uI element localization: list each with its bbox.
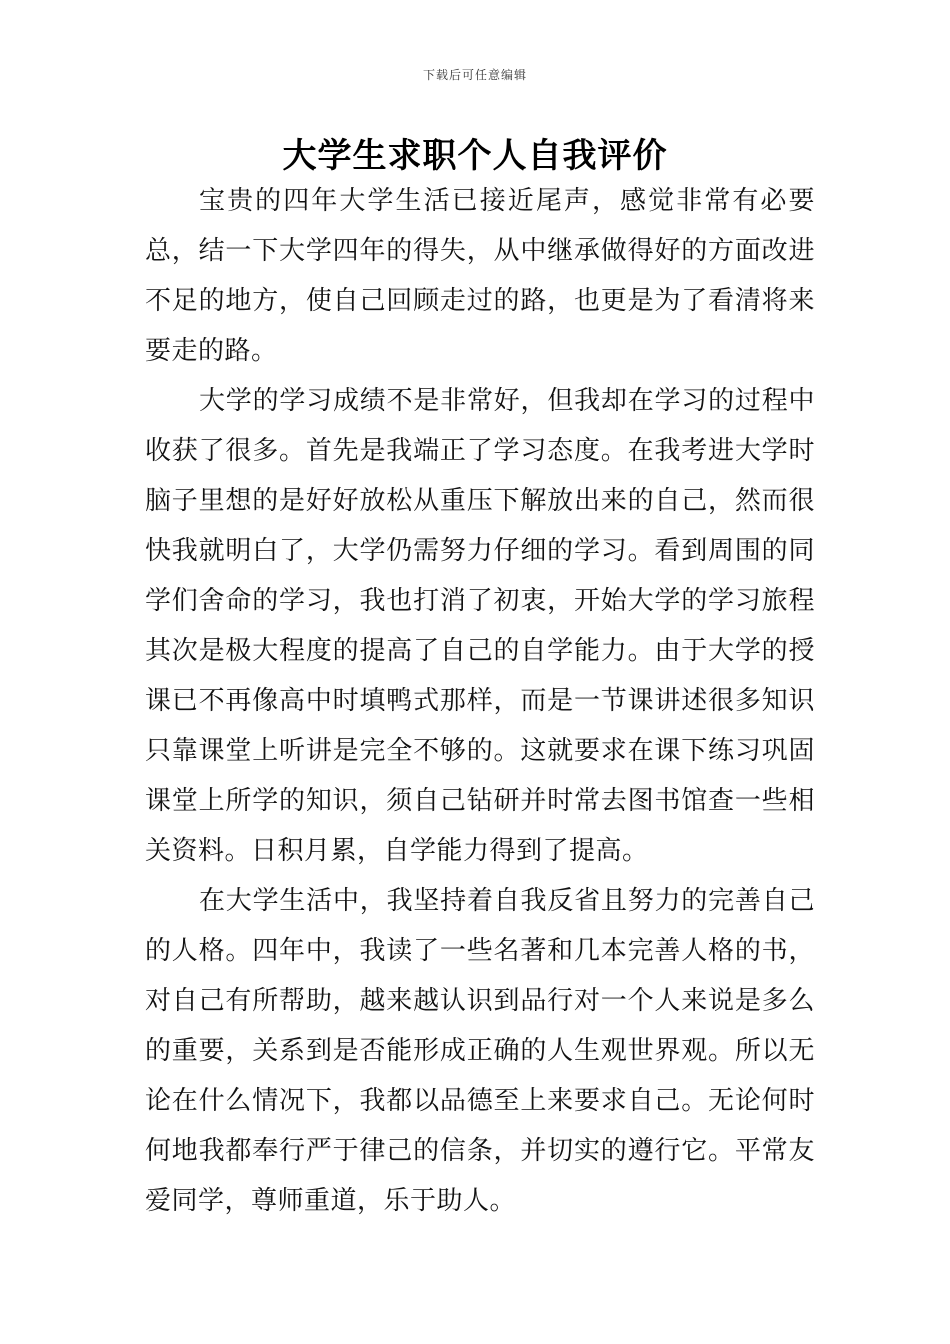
paragraph-3: 在大学生活中，我坚持着自我反省且努力的完善自己的人格。四年中，我读了一些名著和几本完善人格的书，对自己有所帮助，越来越认识到品行对一个人来说是多么的重要，关系到是否能形成正确的人生观世界观。所以无论在什么情况下，我都以品德至上来要求自己。无论何时何地我都奉行严于律己的信条，并切实的遵行它。平常友爱同学，尊师重道，乐于助人。 [145,886,815,1216]
paragraph-2: 大学的学习成绩不是非常好，但我却在学习的过程中收获了很多。首先是我端正了学习态度。在我考进大学时脑子里想的是好好放松从重压下解放出来的自己，然而很快我就明白了，大学仍需努力仔细的学习。看到周围的同学们舍命的学习，我也打消了初衷，开始大学的学习旅程其次是极大程度的提高了自己的自学能力。由于大学的授课已不再像高中时填鸭式那样，而是一节课讲述很多知识只靠课堂上听讲是完全不够的。这就要求在课下练习巩固课堂上所学的知识，须自己钻研并时常去图书馆查一些相关资料。日积月累，自学能力得到了提高。 [145,386,815,866]
header-note: 下载后可任意编辑 [422,68,527,82]
body-text [145,176,815,1226]
paragraph-1: 宝贵的四年大学生活已接近尾声，感觉非常有必要总，结一下大学四年的得失，从中继承做得好的方面改进不足的地方，使自己回顾走过的路，也更是为了看清将来要走的路。 [145,186,815,366]
page-title: 大学生求职个人自我评价 [282,136,668,176]
